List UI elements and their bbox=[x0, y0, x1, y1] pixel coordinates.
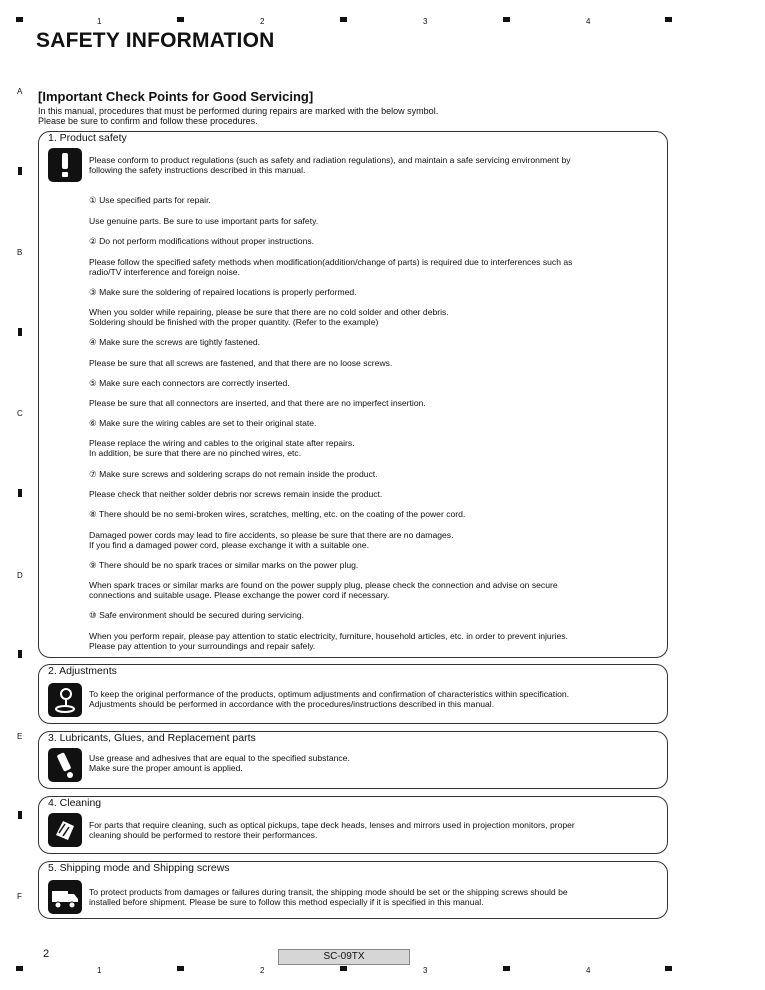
column-number: 1 bbox=[97, 17, 102, 26]
register-mark bbox=[16, 17, 23, 22]
safety-line: When you solder while repairing, please be sure that there are no cold solder and other debris. bbox=[89, 307, 449, 317]
box-title: 2. Adjustments bbox=[48, 665, 117, 677]
register-mark bbox=[340, 17, 347, 22]
safety-line: Please follow the specified safety methods when modification(addition/change of parts) is required due to interferences such as bbox=[89, 257, 573, 267]
safety-line: Damaged power cords may lead to fire accidents, so please be sure that there are no damages. bbox=[89, 530, 454, 540]
exclamation-icon bbox=[48, 148, 82, 182]
column-number: 4 bbox=[586, 966, 591, 975]
register-mark bbox=[665, 966, 672, 971]
product-safety-box bbox=[38, 131, 668, 658]
grease-tube-icon bbox=[48, 748, 82, 782]
cleaning-box bbox=[38, 796, 668, 854]
register-mark bbox=[340, 966, 347, 971]
model-label: SC-09TX bbox=[278, 949, 410, 965]
safety-line: Please be sure that all connectors are inserted, and that there are no imperfect insertion. bbox=[89, 398, 426, 408]
row-letter: F bbox=[17, 892, 22, 901]
safety-line: radio/TV interference and foreign noise. bbox=[89, 267, 240, 277]
box-title: 4. Cleaning bbox=[48, 797, 102, 809]
register-mark bbox=[18, 489, 22, 497]
row-letter: E bbox=[17, 732, 23, 741]
safety-line: When spark traces or similar marks are found on the power supply plug, please check the connection and advise on secure bbox=[89, 580, 558, 590]
column-number: 2 bbox=[260, 966, 265, 975]
lubricants-line: Make sure the proper amount is applied. bbox=[89, 763, 243, 773]
register-mark bbox=[665, 17, 672, 22]
column-number: 1 bbox=[97, 966, 102, 975]
register-mark bbox=[177, 17, 184, 22]
safety-item-heading: ⑤ Make sure each connectors are correctly inserted. bbox=[89, 378, 290, 388]
row-letter: B bbox=[17, 248, 23, 257]
register-mark bbox=[503, 966, 510, 971]
safety-item-heading: ② Do not perform modifications without proper instructions. bbox=[89, 236, 315, 246]
safety-line: connections and suitable usage. Please exchange the power cord if necessary. bbox=[89, 590, 390, 600]
safety-line: Please pay attention to your surroundings and repair safely. bbox=[89, 641, 316, 651]
column-number: 3 bbox=[423, 966, 428, 975]
safety-item-heading: ④ Make sure the screws are tightly fastened. bbox=[89, 337, 261, 347]
truck-icon bbox=[48, 880, 82, 914]
register-mark bbox=[18, 167, 22, 175]
row-letter: A bbox=[17, 87, 23, 96]
safety-item-heading: ⑧ There should be no semi-broken wires, scratches, melting, etc. on the coating of the power cord. bbox=[89, 509, 466, 519]
safety-item-heading: ③ Make sure the soldering of repaired locations is properly performed. bbox=[89, 287, 357, 297]
safety-line: following the safety instructions described in this manual. bbox=[89, 165, 306, 175]
cleaning-line: For parts that require cleaning, such as optical pickups, tape deck heads, lenses and mirrors used in projection monitors, proper bbox=[89, 820, 575, 830]
row-letter: D bbox=[17, 571, 23, 580]
adjustment-tool-icon bbox=[48, 683, 82, 717]
shipping-box bbox=[38, 861, 668, 919]
lubricants-box bbox=[38, 731, 668, 789]
row-letter: C bbox=[17, 409, 23, 418]
lubricants-line: Use grease and adhesives that are equal to the specified substance. bbox=[89, 753, 350, 763]
register-mark bbox=[18, 650, 22, 658]
register-mark bbox=[18, 811, 22, 819]
column-number: 4 bbox=[586, 17, 591, 26]
cleaning-hand-icon bbox=[48, 813, 82, 847]
safety-line: Please replace the wiring and cables to the original state after repairs. bbox=[89, 438, 355, 448]
page-title: SAFETY INFORMATION bbox=[36, 29, 275, 52]
safety-item-heading: ⑨ There should be no spark traces or similar marks on the power plug. bbox=[89, 560, 359, 570]
box-title: 5. Shipping mode and Shipping screws bbox=[48, 862, 230, 874]
cleaning-line: cleaning should be performed to restore their performances. bbox=[89, 830, 318, 840]
safety-line: When you perform repair, please pay attention to static electricity, furniture, household articles, etc. in order to prevent injuries. bbox=[89, 631, 568, 641]
safety-item-heading: ⑩ Safe environment should be secured during servicing. bbox=[89, 610, 305, 620]
safety-item-heading: ⑥ Make sure the wiring cables are set to their original state. bbox=[89, 418, 317, 428]
safety-line: Soldering should be finished with the proper quantity. (Refer to the example) bbox=[89, 317, 379, 327]
safety-line: Please be sure that all screws are fastened, and that there are no loose screws. bbox=[89, 358, 393, 368]
section-subheading: [Important Check Points for Good Servicing] bbox=[38, 89, 314, 104]
safety-line: Please conform to product regulations (such as safety and radiation regulations), and maintain a safe servicing environment by bbox=[89, 155, 571, 165]
adjustments-box bbox=[38, 664, 668, 724]
intro-line: In this manual, procedures that must be performed during repairs are marked with the below symbol. bbox=[38, 106, 439, 116]
safety-line: If you find a damaged power cord, please exchange it with a suitable one. bbox=[89, 540, 369, 550]
column-number: 3 bbox=[423, 17, 428, 26]
register-mark bbox=[177, 966, 184, 971]
adjustments-line: To keep the original performance of the products, optimum adjustments and confirmation of characteristics within specification. bbox=[89, 689, 570, 699]
shipping-line: installed before shipment. Please be sure to follow this method especially if it is specified in this manual. bbox=[89, 897, 484, 907]
shipping-line: To protect products from damages or failures during transit, the shipping mode should be set or the shipping screws should be bbox=[89, 887, 568, 897]
box-title: 1. Product safety bbox=[48, 132, 127, 144]
adjustments-line: Adjustments should be performed in accordance with the procedures/instructions described in this manual. bbox=[89, 699, 495, 709]
safety-item-heading: ① Use specified parts for repair. bbox=[89, 195, 211, 205]
register-mark bbox=[16, 966, 23, 971]
safety-line: Please check that neither solder debris nor screws remain inside the product. bbox=[89, 489, 383, 499]
intro-line: Please be sure to confirm and follow these procedures. bbox=[38, 116, 258, 126]
register-mark bbox=[503, 17, 510, 22]
column-number: 2 bbox=[260, 17, 265, 26]
safety-item-heading: ⑦ Make sure screws and soldering scraps do not remain inside the product. bbox=[89, 469, 378, 479]
page-number: 2 bbox=[43, 948, 50, 960]
box-title: 3. Lubricants, Glues, and Replacement parts bbox=[48, 732, 256, 744]
safety-line: Use genuine parts. Be sure to use important parts for safety. bbox=[89, 216, 319, 226]
safety-line: In addition, be sure that there are no pinched wires, etc. bbox=[89, 448, 302, 458]
register-mark bbox=[18, 328, 22, 336]
